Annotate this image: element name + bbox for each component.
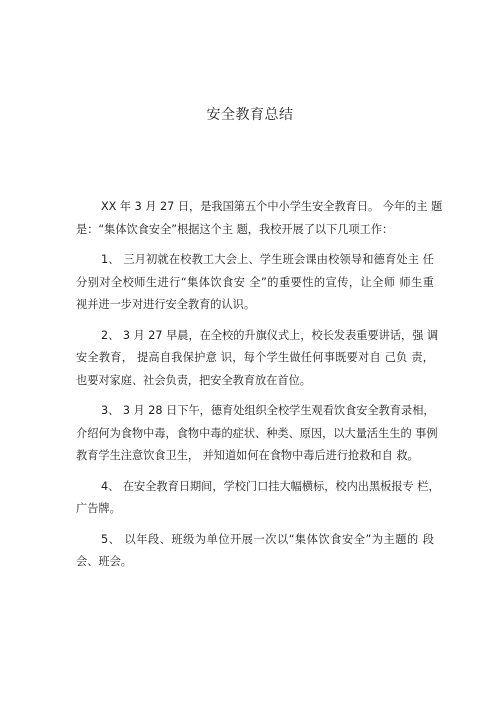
text-line: 安全教育， 提高自我保护意 识，每个学生做任何事既要对自 己负 责， — [76, 351, 434, 364]
paragraph-item-3 — [76, 400, 438, 468]
text-line: 会、班会。 — [76, 555, 132, 568]
document-body — [76, 196, 443, 582]
text-line: 5、 以年段、班级为单位开展一次以“集体饮食安全”为主题的 段 — [101, 532, 434, 546]
text-line: 分别对全校师生进行“集体饮食安 全”的重要性的宣传，让全师 师生重 — [76, 275, 434, 289]
text-line: 3、 3 月 28 日下午，德育处组织全校学生观看饮食安全教育录相， — [101, 404, 435, 417]
text-line: 2、 3 月 27 早晨，在全校的升旗仪式上，校长发表重要讲话，强 调 — [101, 328, 439, 342]
text-line: 视并进一步对进行安全教育的认识。 — [76, 298, 256, 311]
text-line: 是：“集体饮食安全”根据这个主 题，我校开展了以下几项工作： — [76, 222, 394, 236]
text-line: 1、 三月初就在校教工大会上、学生班会课由校领导和德育处主 任 — [101, 253, 434, 266]
text-line: 教育学生注意饮食卫生， 并知道如何在食物中毒后进行抢救和自 救。 — [76, 449, 419, 462]
paragraph-item-1 — [76, 249, 434, 317]
paragraph-item-2 — [76, 325, 439, 393]
paragraph-intro — [76, 196, 443, 241]
paragraph-item-5 — [76, 529, 434, 574]
text-line: 4、 在安全教育日期间，学校门口挂大幅横标，校内出黑板报专 栏， — [101, 479, 440, 493]
text-line: 广告牌。 — [76, 502, 121, 515]
text-line: 也要对家庭、社会负责，把安全教育放在首位。 — [76, 373, 311, 387]
document-title: 安全教育总结 — [206, 107, 294, 123]
text-line: 介绍何为食物中毒，食物中毒的症状、种类、原因，以大量活生生的 事例 — [76, 426, 438, 440]
text-line: XX 年 3 月 27 日，是我国第五个中小学生安全教育日。 今年的主 题 — [101, 200, 443, 213]
paragraph-item-4 — [76, 476, 440, 521]
